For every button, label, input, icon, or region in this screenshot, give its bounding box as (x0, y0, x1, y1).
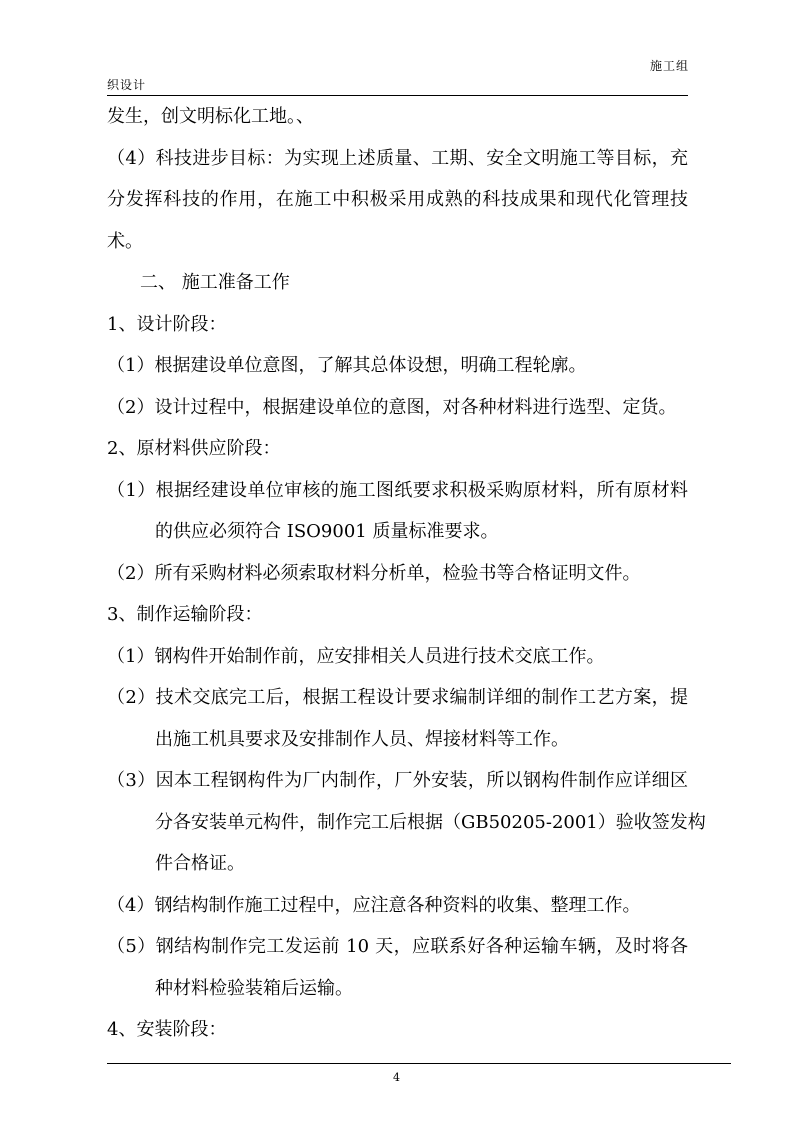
footer-rule (107, 1063, 731, 1064)
list-item-continuation: 出施工机具要求及安排制作人员、焊接材料等工作。 (155, 729, 569, 750)
list-item: （1）钢构件开始制作前，应安排相关人员进行技术交底工作。 (107, 646, 605, 667)
list-item: （3）因本工程钢构件为厂内制作，厂外安装，所以钢构件制作应详细区 (107, 770, 688, 791)
body-line: （4）科技进步目标：为实现上述质量、工期、安全文明施工等目标，充 (107, 148, 688, 169)
body-line: 术。 (107, 231, 143, 252)
list-item: （2）所有采购材料必须索取材料分析单，检验书等合格证明文件。 (107, 563, 641, 584)
subsection-heading: 2、原材料供应阶段： (107, 438, 281, 459)
body-line: 发生，创文明标化工地。、 (107, 106, 314, 127)
list-item: （5）钢结构制作完工发运前 10 天，应联系好各种运输车辆，及时将各 (107, 936, 688, 957)
list-item-continuation: 种材料检验装箱后运输。 (155, 978, 353, 999)
list-item: （1）根据经建设单位审核的施工图纸要求积极采购原材料，所有原材料 (107, 480, 688, 501)
body-line: 分发挥科技的作用，在施工中积极采用成熟的科技成果和现代化管理技 (107, 189, 688, 210)
subsection-heading: 3、制作运输阶段： (107, 604, 263, 625)
list-item: （4）钢结构制作施工过程中，应注意各种资料的收集、整理工作。 (107, 895, 641, 916)
section-heading: 二、 施工准备工作 (140, 272, 290, 293)
list-item-continuation: 件合格证。 (155, 853, 245, 874)
header-right-text: 施工组 (649, 59, 689, 73)
list-item: （2）设计过程中，根据建设单位的意图，对各种材料进行选型、定货。 (107, 397, 677, 418)
list-item-continuation: 的供应必须符合 ISO9001 质量标准要求。 (155, 521, 499, 542)
list-item: （1）根据建设单位意图，了解其总体设想，明确工程轮廓。 (107, 355, 587, 376)
list-item-continuation: 分各安装单元构件，制作完工后根据（GB50205-2001）验收签发构 (155, 812, 706, 833)
subsection-heading: 4、安装阶段： (107, 1019, 227, 1040)
header-rule (107, 95, 688, 96)
page-number: 4 (393, 1071, 400, 1084)
list-item: （2）技术交底完工后，根据工程设计要求编制详细的制作工艺方案，提 (107, 687, 688, 708)
header-left-text: 织设计 (107, 78, 147, 92)
subsection-heading: 1、设计阶段： (107, 314, 227, 335)
